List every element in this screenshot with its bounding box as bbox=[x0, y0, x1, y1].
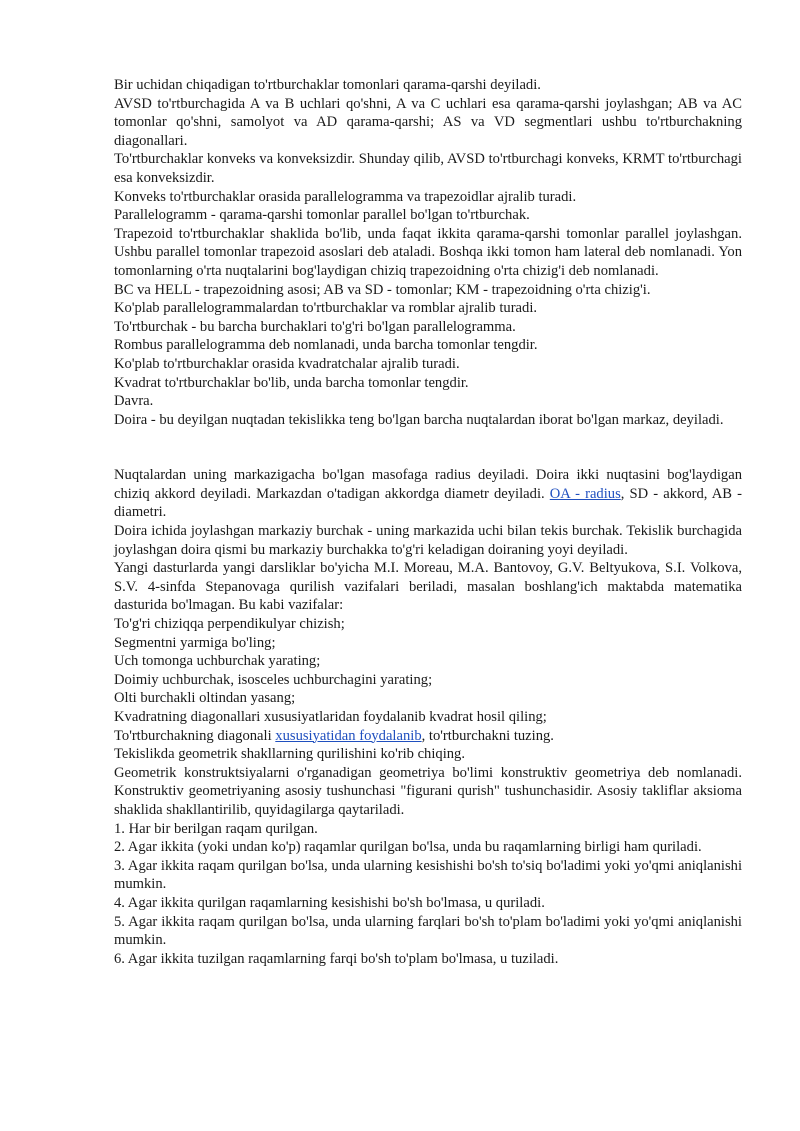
paragraph: Yangi dasturlarda yangi darsliklar bo'yicha M.I. Moreau, M.A. Bantovoy, G.V. Beltyukova, S.I. Volkova, S.V. 4-sinfda Stepanovaga qurilish vazifalari beriladi, masalan boshlang'ich maktabda matematika dasturida bo'lmagan. Bu kabi vazifalar: bbox=[114, 560, 742, 614]
paragraph: To'rtburchak - bu barcha burchaklari to'g'ri bo'lgan parallelogramma. bbox=[114, 318, 516, 335]
list-item: 5. Agar ikkita raqam qurilgan bo'lsa, unda ularning farqlari bo'sh to'plam bo'ladimi yoki yo'qmi aniqlanishi mumkin. bbox=[114, 913, 742, 949]
paragraph: Kvadrat to'rtburchaklar bo'lib, unda barcha tomonlar tengdir. bbox=[114, 374, 469, 391]
list-item: 3. Agar ikkita raqam qurilgan bo'lsa, unda ularning kesishishi bo'sh to'siq bo'ladimi yoki yo'qmi aniqlanishi mumkin. bbox=[114, 857, 742, 893]
paragraph: To'g'ri chiziqqa perpendikulyar chizish; bbox=[114, 616, 345, 633]
paragraph: Geometrik konstruktsiyalarni o'rganadigan geometriya bo'limi konstruktiv geometriya deb nomlanadi. Konstruktiv geometriyaning asosiy tushunchasi "figurani qurish" tushunchasidir. Asosiy takliflar aksioma shaklida shakllantirilib, quyidagilarga qaytariladi. bbox=[114, 764, 742, 818]
text-segment: , SD - akkord, AB - diametri. bbox=[114, 485, 742, 521]
paragraph: BC va HELL - trapezoidning asosi; AB va SD - tomonlar; KM - trapezoidning o'rta chizig'i. bbox=[114, 281, 651, 298]
document-page bbox=[114, 76, 742, 968]
list-item: 6. Agar ikkita tuzilgan raqamlarning farqi bo'sh to'plam bo'lmasa, u tuziladi. bbox=[114, 950, 559, 967]
paragraph: Trapezoid to'rtburchaklar shaklida bo'lib, unda faqat ikkita qarama-qarshi tomonlar parallel joylashgan. Ushbu parallel tomonlar trapezoid asoslari deb ataladi. Boshqa ikki tomon ham lateral deb nomlanadi. Yon tomonlarning o'rta nuqtalarini bog'laydigan chiziq trapezoidning o'rta chizig'i deb nomlanadi. bbox=[114, 225, 742, 279]
paragraph: Parallelogramm - qarama-qarshi tomonlar parallel bo'lgan to'rtburchak. bbox=[114, 207, 530, 224]
paragraph: Bir uchidan chiqadigan to'rtburchaklar tomonlari qarama-qarshi deyiladi. bbox=[114, 77, 541, 93]
radius-link[interactable]: OA - radius bbox=[549, 485, 621, 502]
paragraph: Segmentni yarmiga bo'ling; bbox=[114, 634, 276, 651]
paragraph: Kvadratning diagonallari xususiyatlaridan foydalanib kvadrat hosil qiling; bbox=[114, 709, 547, 725]
paragraph: Tekislikda geometrik shakllarning qurilishini ko'rib chiqing. bbox=[114, 746, 465, 763]
paragraph: Doira - bu deyilgan nuqtadan tekislikka teng bo'lgan barcha nuqtalardan iborat bo'lgan markaz, deyiladi. bbox=[114, 411, 724, 428]
paragraph: AVSD to'rtburchagida A va B uchlari qo'shni, A va C uchlari esa qarama-qarshi joylashgan; AB va AC tomonlar qo'shni, samolyot va AD qarama-qarshi; AS va VD segmentlari ushbu to'rtburchakning diagonallari. bbox=[114, 95, 742, 149]
paragraph-radius bbox=[114, 466, 742, 522]
diagonal-property-link[interactable]: xususiyatidan foydalanib bbox=[275, 727, 422, 744]
paragraph: Davra. bbox=[114, 393, 154, 410]
paragraph: Doimiy uchburchak, isosceles uchburchagini yarating; bbox=[114, 671, 433, 688]
paragraph-diagonal bbox=[114, 727, 742, 746]
list-item: 1. Har bir berilgan raqam qurilgan. bbox=[114, 820, 318, 837]
text-segment: To'rtburchakning diagonali bbox=[114, 727, 276, 744]
paragraph: Ko'plab parallelogrammalardan to'rtburchaklar va romblar ajralib turadi. bbox=[114, 300, 538, 317]
paragraph: To'rtburchaklar konveks va konveksizdir. Shunday qilib, AVSD to'rtburchagi konveks, KRMT to'rtburchagi esa konveksizdir. bbox=[114, 151, 742, 186]
blank-space bbox=[114, 429, 742, 466]
paragraph: Konveks to'rtburchaklar orasida parallelogramma va trapezoidlar ajralib turadi. bbox=[114, 188, 577, 205]
text-segment: , to'rtburchakni tuzing. bbox=[421, 727, 554, 744]
paragraph: Ko'plab to'rtburchaklar orasida kvadratchalar ajralib turadi. bbox=[114, 355, 460, 372]
paragraph: Olti burchakli oltindan yasang; bbox=[114, 690, 296, 707]
list-item: 2. Agar ikkita (yoki undan ko'p) raqamlar qurilgan bo'lsa, unda bu raqamlarning birligi ham quriladi. bbox=[114, 839, 702, 856]
paragraph: Rombus parallelogramma deb nomlanadi, unda barcha tomonlar tengdir. bbox=[114, 337, 538, 354]
paragraph: Doira ichida joylashgan markaziy burchak - uning markazida uchi bilan tekis burchak. Tekislik burchagida joylashgan doira qismi bu markaziy burchakka to'g'ri keladigan doiraning yoyi deyiladi. bbox=[114, 523, 742, 558]
text-segment: Nuqtalardan uning markazigacha bo'lgan masofaga radius deyiladi. Doira ikki nuqtasini bog'laydigan chiziq akkord deyiladi. Markazdan o'tadigan akkordga diametr deyiladi. bbox=[114, 467, 742, 502]
list-item: 4. Agar ikkita qurilgan raqamlarning kesishishi bo'sh bo'lmasa, u quriladi. bbox=[114, 894, 545, 911]
paragraph: Uch tomonga uchburchak yarating; bbox=[114, 653, 321, 670]
